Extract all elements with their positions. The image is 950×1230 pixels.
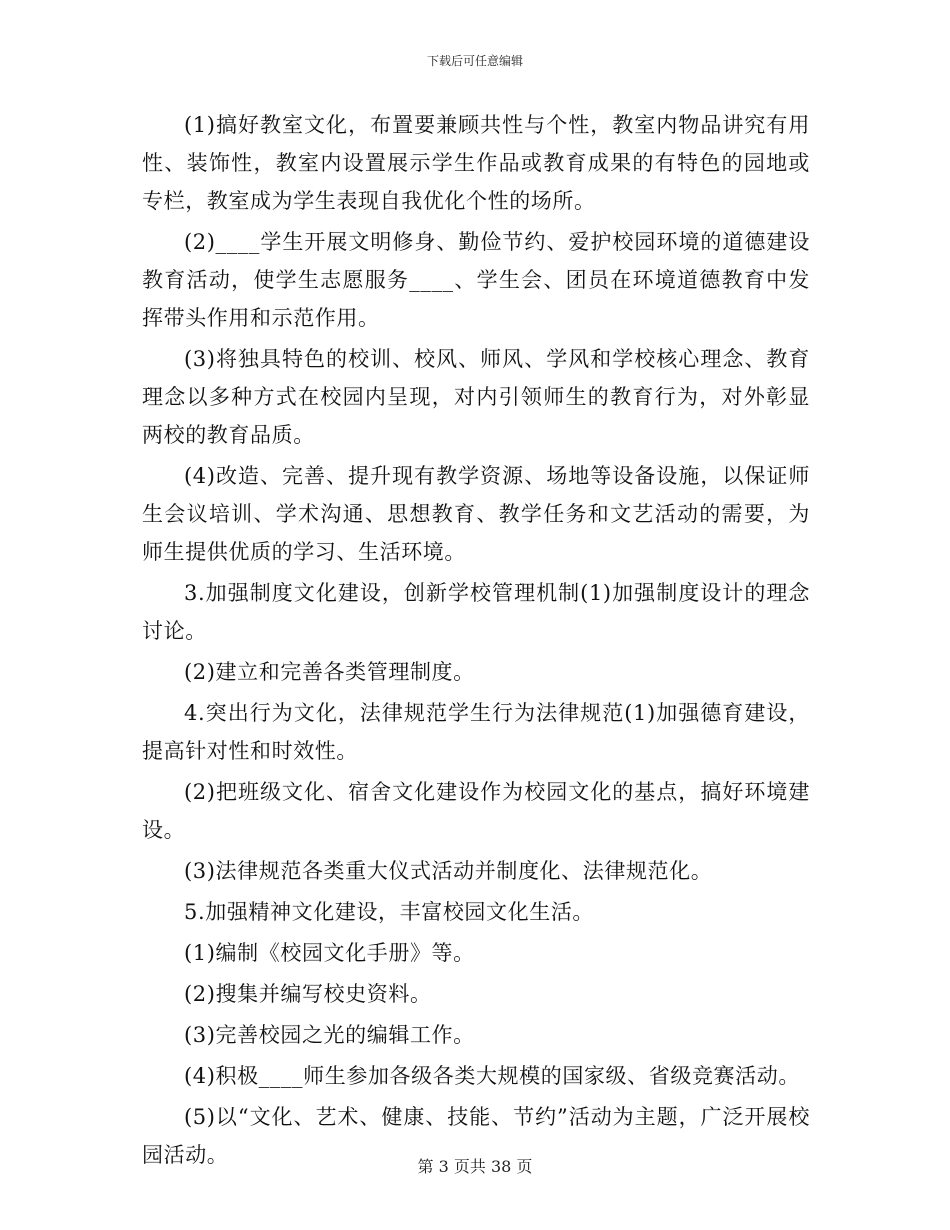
paragraph-spiritual-culture: 5.加强精神文化建设，丰富校园文化生活。 (184, 900, 595, 924)
paragraph-competitions: (4)积极____师生参加各级各类大规模的国家级、省级竞赛活动。 (184, 1064, 800, 1088)
paragraph-classroom-culture: (1)搞好教室文化，布置要兼顾共性与个性，教室内物品讲究有用性、装饰性，教室内设置展示学生作品或教育成果的有特色的园地或专栏，教室成为学生表现自我优化个性的场所。 (142, 113, 810, 213)
paragraph-culture-handbook: (1)编制《校园文化手册》等。 (184, 941, 475, 965)
paragraph-institutional-culture: 3.加强制度文化建设，创新学校管理机制(1)加强制度设计的理念讨论。 (142, 581, 810, 643)
paragraph-behavior-culture: 4.突出行为文化，法律规范学生行为法律规范(1)加强德育建设，提高针对性和时效性。 (142, 701, 810, 763)
paragraph-ceremonies: (3)法律规范各类重大仪式活动并制度化、法律规范化。 (184, 859, 713, 883)
paragraph-class-dorm-culture: (2)把班级文化、宿舍文化建设作为校园文化的基点，搞好环境建设。 (142, 780, 810, 842)
paragraph-management-systems: (2)建立和完善各类管理制度。 (184, 660, 475, 684)
paragraph-editing-work: (3)完善校园之光的编辑工作。 (184, 1023, 475, 1047)
document-body (142, 106, 810, 1177)
page-footer: 第 3 页共 38 页 (417, 1157, 533, 1176)
paragraph-school-motto: (3)将独具特色的校训、校风、师风、学风和学校核心理念、教育理念以多种方式在校园内呈现，对内引领师生的教育行为，对外彰显两校的教育品质。 (142, 347, 810, 447)
paragraph-facilities: (4)改造、完善、提升现有教学资源、场地等设备设施，以保证师生会议培训、学术沟通、思想教育、教学任务和文艺活动的需要，为师生提供优质的学习、生活环境。 (142, 464, 810, 564)
paragraph-moral-education: (2)____学生开展文明修身、勤俭节约、爱护校园环境的道德建设教育活动，使学生志愿服务____、学生会、团员在环境道德教育中发挥带头作用和示范作用。 (142, 230, 810, 330)
page-header: 下载后可任意编辑 (426, 54, 523, 68)
paragraph-school-history: (2)搜集并编写校史资料。 (184, 982, 432, 1006)
paragraph-campus-activities: (5)以“文化、艺术、健康、技能、节约”活动为主题，广泛开展校园活动。 (142, 1105, 810, 1167)
